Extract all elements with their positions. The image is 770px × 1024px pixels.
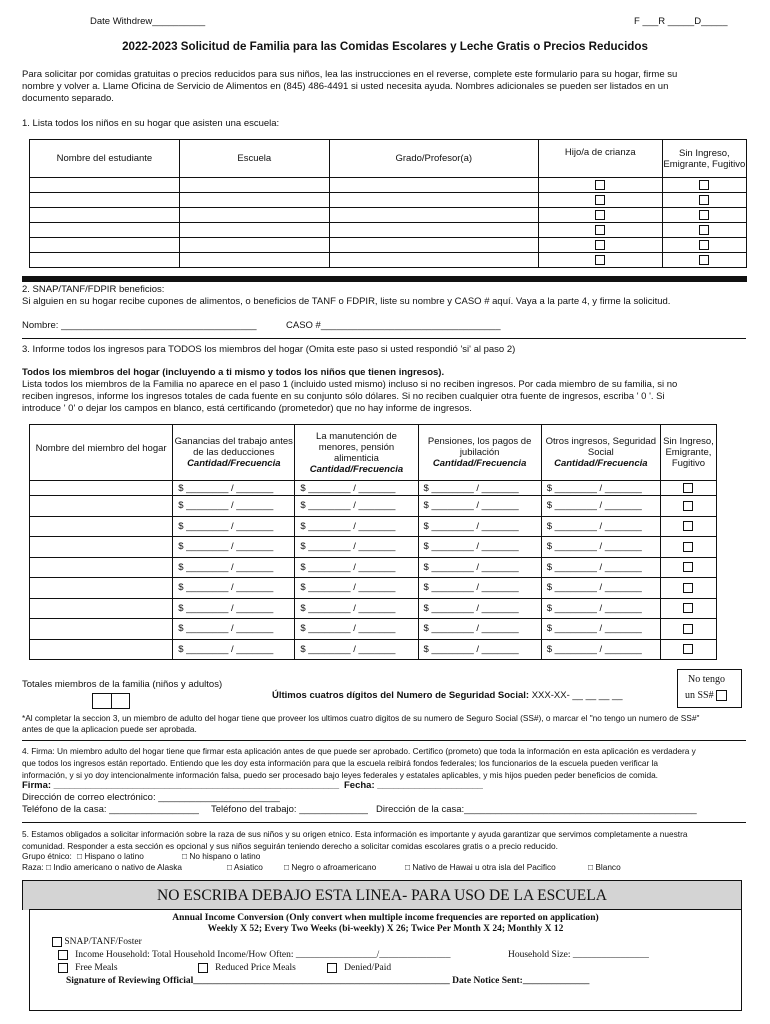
denied-paid-option[interactable]: Denied/Paid — [327, 963, 391, 973]
member-no-income-checkbox[interactable] — [683, 583, 693, 593]
ethnic-group-row: Grupo étnico: □ Hispano o latino □ No hispano o latino — [22, 851, 261, 861]
member-row — [30, 557, 717, 578]
child-row — [30, 238, 747, 253]
member-row — [30, 639, 717, 660]
work-phone-field[interactable]: Teléfono del trabajo: _____________ — [211, 804, 368, 815]
foster-checkbox[interactable] — [595, 225, 605, 235]
school-cell[interactable] — [179, 178, 329, 193]
divider — [22, 822, 746, 823]
totals-label: Totales miembros de la familia (niños y adultos) — [22, 679, 223, 690]
ssn-label: Últimos cuatros dígitos del Numero de Seguridad Social: — [272, 690, 530, 701]
snap-name-field[interactable]: Nombre: _____________________________________ — [22, 320, 257, 331]
ssn-row — [272, 690, 623, 701]
member-no-income-checkbox[interactable] — [683, 483, 693, 493]
grade-teacher-cell[interactable] — [329, 238, 538, 253]
other-income-cell[interactable]: $ ________ / _______ — [541, 537, 660, 558]
child-row — [30, 223, 747, 238]
foster-checkbox[interactable] — [595, 210, 605, 220]
other-income-cell[interactable]: $ ________ / _______ — [541, 516, 660, 537]
section2-text: Si alguien en su hogar recibe cupones de alimentos, o beneficios de TANF o FDPIR, liste su nombre y CASO # aquí. Vaya a la parte 4, y firme la solicitud. — [22, 296, 671, 307]
school-cell[interactable] — [179, 238, 329, 253]
no-income-checkbox[interactable] — [699, 210, 709, 220]
member-no-income-checkbox[interactable] — [683, 603, 693, 613]
child-support-cell[interactable]: $ ________ / _______ — [295, 496, 418, 517]
children-table — [29, 139, 747, 268]
col-student-name: Nombre del estudiante — [30, 140, 180, 178]
student-name-cell[interactable] — [30, 238, 180, 253]
date-field[interactable]: Fecha: ____________________ — [344, 780, 483, 791]
grade-teacher-cell[interactable] — [329, 253, 538, 268]
office-use-banner: NO ESCRIBA DEBAJO ESTA LINEA- PARA USO DE LA ESCUELA — [22, 880, 742, 910]
col-member-name: Nombre del miembro del hogar — [30, 425, 173, 481]
member-no-income-checkbox[interactable] — [683, 501, 693, 511]
member-name-cell[interactable] — [30, 496, 173, 517]
home-address-field[interactable]: Dirección de la casa:____________________________________________ — [376, 804, 697, 815]
member-row — [30, 598, 717, 619]
member-row — [30, 496, 717, 517]
race-option-white[interactable]: □ Blanco — [588, 862, 621, 872]
email-field[interactable]: Dirección de correo electrónico: _______________________ — [22, 792, 280, 803]
member-row — [30, 619, 717, 640]
col-foster-child: Hijo/a de crianza — [538, 140, 662, 178]
child-row — [30, 178, 747, 193]
school-cell[interactable] — [179, 193, 329, 208]
page-title: 2022-2023 Solicitud de Familia para las Comidas Escolares y Leche Gratis o Precios Reducidos — [122, 40, 648, 53]
foster-checkbox[interactable] — [595, 240, 605, 250]
member-no-income-checkbox[interactable] — [683, 562, 693, 572]
col-other-income: Otros ingresos, Seguridad Social Cantidad/Frecuencia — [541, 425, 660, 481]
child-row — [30, 208, 747, 223]
child-support-cell[interactable]: $ ________ / _______ — [295, 598, 418, 619]
ethnic-option-non-hispanic[interactable]: □ No hispano o latino — [182, 851, 261, 861]
other-income-cell[interactable]: $ ________ / _______ — [541, 619, 660, 640]
member-no-income-checkbox[interactable] — [683, 644, 693, 654]
income-table — [29, 424, 717, 660]
pension-cell[interactable]: $ ________ / _______ — [418, 557, 541, 578]
section5-text: 5. Estamos obligados a solicitar información sobre la raza de sus niños y su origen etnico. Esta información es importante y ayuda garantizar que servimos completamente a nuestra comunidad. Responder a esta sección es opcional y sus niños seguirán teniendo derecho a solicitar comidas escolares gratis o a precio reducido. — [22, 829, 688, 851]
no-ssn-checkbox[interactable] — [716, 690, 727, 701]
member-name-cell[interactable] — [30, 598, 173, 619]
work-income-cell[interactable]: $ ________ / _______ — [173, 557, 295, 578]
work-income-cell[interactable]: $ ________ / _______ — [173, 619, 295, 640]
intro-paragraph: Para solicitar por comidas gratuitas o precios reducidos para sus niños, lea las instrucciones en el reverse, complete este formulario para su hogar, firme su nombre y volver a. Llame Oficina de Servicio de Alimentos en (845) 486-4491 si usted necesita ayuda. Nombres adicionales se pueden ser listados en un documento separado. — [22, 69, 678, 104]
foster-checkbox[interactable] — [595, 195, 605, 205]
no-income-checkbox[interactable] — [699, 240, 709, 250]
snap-case-field[interactable]: CASO #__________________________________ — [286, 320, 501, 331]
race-option-black[interactable]: □ Negro o afroamericano — [284, 862, 377, 872]
grade-teacher-cell[interactable] — [329, 223, 538, 238]
student-name-cell[interactable] — [30, 253, 180, 268]
col-pensions: Pensiones, los pagos de jubilación Cantidad/Frecuencia — [418, 425, 541, 481]
pension-cell[interactable]: $ ________ / _______ — [418, 598, 541, 619]
student-name-cell[interactable] — [30, 208, 180, 223]
member-name-cell[interactable] — [30, 557, 173, 578]
child-support-cell[interactable]: $ ________ / _______ — [295, 619, 418, 640]
pension-cell[interactable]: $ ________ / _______ — [418, 537, 541, 558]
member-name-cell[interactable] — [30, 639, 173, 660]
col-grade-teacher: Grado/Profesor(a) — [329, 140, 538, 178]
pension-cell[interactable]: $ ________ / _______ — [418, 619, 541, 640]
school-cell[interactable] — [179, 253, 329, 268]
col-child-support: La manutención de menores, pensión alimenticia Cantidad/Frecuencia — [295, 425, 418, 481]
child-support-cell[interactable]: $ ________ / _______ — [295, 481, 418, 496]
grade-teacher-cell[interactable] — [329, 208, 538, 223]
child-row — [30, 253, 747, 268]
pension-cell[interactable]: $ ________ / _______ — [418, 578, 541, 599]
other-income-cell[interactable]: $ ________ / _______ — [541, 639, 660, 660]
no-ssn-box: No tengo un SS# — [677, 669, 742, 708]
section3-bold-line: Todos los miembros del hogar (incluyendo a ti mismo y todos los niños que tienen ingresos). — [22, 367, 445, 378]
snap-foster-option[interactable]: SNAP/TANF/Foster — [52, 937, 142, 947]
household-size-field[interactable]: Household Size: ________________ — [508, 950, 649, 960]
pension-cell[interactable]: $ ________ / _______ — [418, 481, 541, 496]
reduced-price-option[interactable]: Reduced Price Meals — [198, 963, 296, 973]
race-option-pacific-islander[interactable]: □ Nativo de Hawai u otra isla del Pacifico — [405, 862, 556, 872]
frd-code: F ___R _____D_____ — [634, 16, 728, 27]
col-school: Escuela — [179, 140, 329, 178]
grade-teacher-cell[interactable] — [329, 193, 538, 208]
divider — [22, 338, 746, 339]
member-name-cell[interactable] — [30, 578, 173, 599]
section-divider — [22, 276, 747, 282]
col-no-income: Sin Ingreso, Emigrante, Fugitivo — [660, 425, 716, 481]
school-cell[interactable] — [179, 223, 329, 238]
pension-cell[interactable]: $ ________ / _______ — [418, 496, 541, 517]
member-name-cell[interactable] — [30, 619, 173, 640]
income-conversion-title: Annual Income Conversion (Only convert when multiple income frequencies are reported on application) — [172, 913, 599, 923]
child-row — [30, 193, 747, 208]
race-option-asian[interactable]: □ Asiatico — [227, 862, 263, 872]
signature-field[interactable]: Firma: ______________________________________________________ — [22, 780, 339, 791]
member-row — [30, 481, 717, 496]
race-row: Raza: □ Indio americano o nativo de Alaska □ Asiatico □ Negro o afroamericano □ Nativo de Hawai u otra isla del Pacifico □ Blanco — [22, 862, 621, 872]
ethnic-option-hispanic[interactable]: □ Hispano o latino — [77, 851, 144, 861]
income-household-option[interactable]: Income Household: Total Household Income/How Often: _________________/_______________ — [58, 950, 451, 960]
member-row — [30, 537, 717, 558]
ssn-note: *Al completar la seccion 3, un miembro de adulto del hogar tiene que proveer los ultimos cuatro digitos de su numero de Seguro Social (SS#), o marcar el "no tengo un numero de SS#" antes de que la aplicacion puede ser aprobada. — [22, 713, 700, 734]
other-income-cell[interactable]: $ ________ / _______ — [541, 578, 660, 599]
child-support-cell[interactable]: $ ________ / _______ — [295, 639, 418, 660]
work-income-cell[interactable]: $ ________ / _______ — [173, 496, 295, 517]
work-income-cell[interactable]: $ ________ / _______ — [173, 578, 295, 599]
school-cell[interactable] — [179, 208, 329, 223]
child-support-cell[interactable]: $ ________ / _______ — [295, 537, 418, 558]
section2-heading: 2. SNAP/TANF/FDPIR beneficios: — [22, 284, 165, 295]
student-name-cell[interactable] — [30, 193, 180, 208]
work-income-cell[interactable]: $ ________ / _______ — [173, 516, 295, 537]
pension-cell[interactable]: $ ________ / _______ — [418, 516, 541, 537]
work-income-cell[interactable]: $ ________ / _______ — [173, 537, 295, 558]
income-conversion-rates: Weekly X 52; Every Two Weeks (bi-weekly) X 26; Twice Per Month X 24; Monthly X 12 — [207, 924, 564, 934]
section3-instructions: Lista todos los miembros de la Familia no aparece en el paso 1 (incluido usted mismo) incluso si no reciben ingresos. Por cada miembro de su familia, si no reciben ingresos, informe los ingresos totales de cada fuente en su conjunto sólo dólares. Si no reciben cualquier otra fuente de ingresos, escriba ' 0 '. Si introduce ' 0' o dejar los campos en blanco, está certificando (prometedor) que no hay informe de ingresos. — [22, 379, 678, 414]
section3-heading: 3. Informe todos los ingresos para TODOS los miembros del hogar (Omita este paso si usted respondió 'si' al paso 2) — [22, 344, 516, 355]
member-row — [30, 516, 717, 537]
other-income-cell[interactable]: $ ________ / _______ — [541, 496, 660, 517]
no-income-checkbox[interactable] — [699, 195, 709, 205]
reviewing-official-signature[interactable]: Signature of Reviewing Official______________________________________________________ Date Notice Sent:______________ — [66, 976, 590, 986]
work-income-cell[interactable]: $ ________ / _______ — [173, 481, 295, 496]
other-income-cell[interactable]: $ ________ / _______ — [541, 598, 660, 619]
foster-checkbox[interactable] — [595, 180, 605, 190]
other-income-cell[interactable]: $ ________ / _______ — [541, 481, 660, 496]
col-work-income: Ganancias del trabajo antes de las deducciones Cantidad/Frecuencia — [173, 425, 295, 481]
child-support-cell[interactable]: $ ________ / _______ — [295, 557, 418, 578]
other-income-cell[interactable]: $ ________ / _______ — [541, 557, 660, 578]
member-row — [30, 578, 717, 599]
student-name-cell[interactable] — [30, 178, 180, 193]
divider — [22, 740, 746, 741]
no-income-checkbox[interactable] — [699, 180, 709, 190]
member-no-income-checkbox[interactable] — [683, 624, 693, 634]
grade-teacher-cell[interactable] — [329, 178, 538, 193]
no-income-checkbox[interactable] — [699, 225, 709, 235]
member-name-cell[interactable] — [30, 481, 173, 496]
work-income-cell[interactable]: $ ________ / _______ — [173, 598, 295, 619]
member-no-income-checkbox[interactable] — [683, 542, 693, 552]
date-withdrew: Date Withdrew__________ — [90, 16, 206, 27]
section4-certification: 4. Firma: Un miembro adulto del hogar tiene que firmar esta aplicación antes de que puede ser aprobado. Certifico (prometo) que toda la información en esta aplicación es verdadera y que todos los ingresos están reportado. Entiendo que les doy esta información para que la escuela reibirá fondos federales; los funcionarios de la escuela pueden verificar la información, y si yo doy intencionalmente información falsa, puedo ser procesado bajo leyes federales y estatales aplicables, y mis hijos pueden peder beneficios de comida. — [22, 746, 696, 780]
free-meals-option[interactable]: Free Meals — [58, 963, 118, 973]
col-no-income: Sin Ingreso, Emigrante, Fugitivo — [662, 140, 746, 178]
child-support-cell[interactable]: $ ________ / _______ — [295, 578, 418, 599]
work-income-cell[interactable]: $ ________ / _______ — [173, 639, 295, 660]
no-income-checkbox[interactable] — [699, 255, 709, 265]
race-option-native-american[interactable]: □ Indio americano o nativo de Alaska — [46, 862, 183, 872]
student-name-cell[interactable] — [30, 223, 180, 238]
ssn-field[interactable]: XXX-XX- __ __ __ __ — [531, 690, 623, 701]
home-phone-field[interactable]: Teléfono de la casa: _________________ — [22, 804, 199, 815]
member-name-cell[interactable] — [30, 516, 173, 537]
pension-cell[interactable]: $ ________ / _______ — [418, 639, 541, 660]
totals-box[interactable] — [92, 693, 130, 709]
office-use-box — [29, 909, 742, 1011]
member-no-income-checkbox[interactable] — [683, 521, 693, 531]
member-name-cell[interactable] — [30, 537, 173, 558]
child-support-cell[interactable]: $ ________ / _______ — [295, 516, 418, 537]
foster-checkbox[interactable] — [595, 255, 605, 265]
section1-heading: 1. Lista todos los niños en su hogar que asisten una escuela: — [22, 118, 280, 129]
